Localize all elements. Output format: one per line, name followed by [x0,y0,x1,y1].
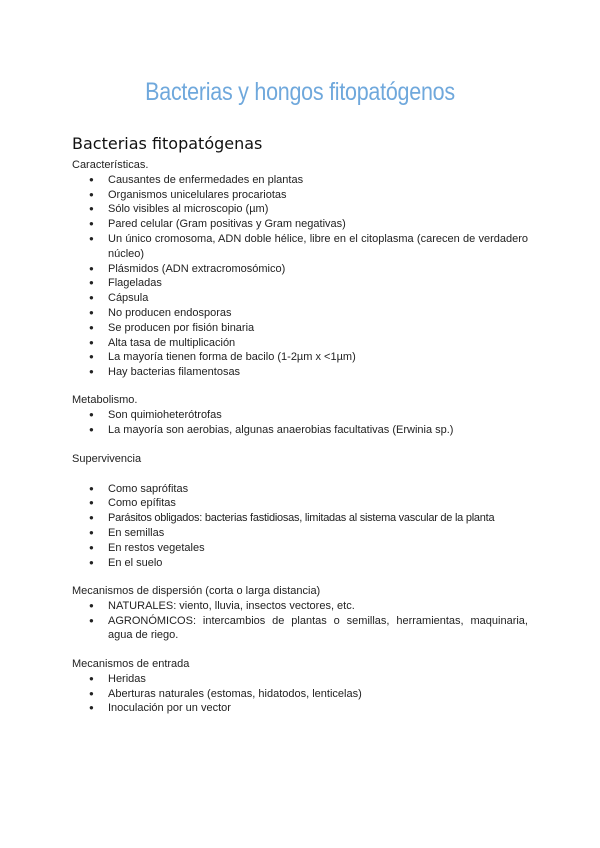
caracteristicas-section [72,158,528,380]
list-item: ● En el suelo [72,556,528,571]
list-item: ● Flageladas [72,276,528,291]
list-item: ● La mayoría tienen forma de bacilo (1-2µm x <1µm) [72,350,528,365]
section-heading: Bacterias fitopatógenas [72,134,263,153]
list-item: ● Hay bacterias filamentosas [72,365,528,380]
list-item: ● Aberturas naturales (estomas, hidatodos, lenticelas) [72,687,528,702]
metabolismo-list [72,408,528,438]
list-item: ● Como saprófitas [72,482,528,497]
list-item: ● Se producen por fisión binaria [72,321,528,336]
list-item: ● La mayoría son aerobias, algunas anaerobias facultativas (Erwinia sp.) [72,423,528,438]
list-item: ● NATURALES: viento, lluvia, insectos vectores, etc. [72,599,528,614]
metabolismo-section [72,393,528,437]
list-item: ● En restos vegetales [72,541,528,556]
list-item: ● No producen endosporas [72,306,528,321]
list-item: ● Plásmidos (ADN extracromosómico) [72,262,528,277]
dispersion-label: Mecanismos de dispersión (corta o larga distancia) [72,585,321,597]
entrada-label: Mecanismos de entrada [72,658,190,670]
entrada-list [72,672,528,716]
entrada-section [72,657,528,716]
list-item: ● Heridas [72,672,528,687]
list-item: ● Cápsula [72,291,528,306]
list-item: ● Organismos unicelulares procariotas [72,188,528,203]
dispersion-list [72,599,528,643]
list-item: ● Pared celular (Gram positivas y Gram negativas) [72,217,528,232]
list-item: ● Un único cromosoma, ADN doble hélice, libre en el citoplasma (carecen de verdadero núcleo) [72,232,528,262]
list-item: ● Causantes de enfermedades en plantas [72,173,528,188]
caracteristicas-label: Características. [72,159,149,171]
list-item: ● Alta tasa de multiplicación [72,336,528,351]
metabolismo-label: Metabolismo. [72,394,138,406]
list-item: ● Como epífitas [72,496,528,511]
supervivencia-list [72,482,528,571]
list-item: ● Son quimioheterótrofas [72,408,528,423]
caracteristicas-list [72,173,528,380]
list-item: ● Parásitos obligados: bacterias fastidiosas, limitadas al sistema vascular de la planta [72,511,528,526]
supervivencia-section [72,452,528,570]
dispersion-section [72,584,528,643]
list-item: ● Inoculación por un vector [72,701,528,716]
list-item: ● Sólo visibles al microscopio (µm) [72,202,528,217]
list-item: ● AGRONÓMICOS: intercambios de plantas o semillas, herramientas, maquinaria, agua de riego. [72,614,528,644]
supervivencia-label: Supervivencia [72,453,142,465]
list-item: ● En semillas [72,526,528,541]
blank-line [72,467,528,482]
document-title: Bacterias y hongos fitopatógenos [145,78,455,106]
